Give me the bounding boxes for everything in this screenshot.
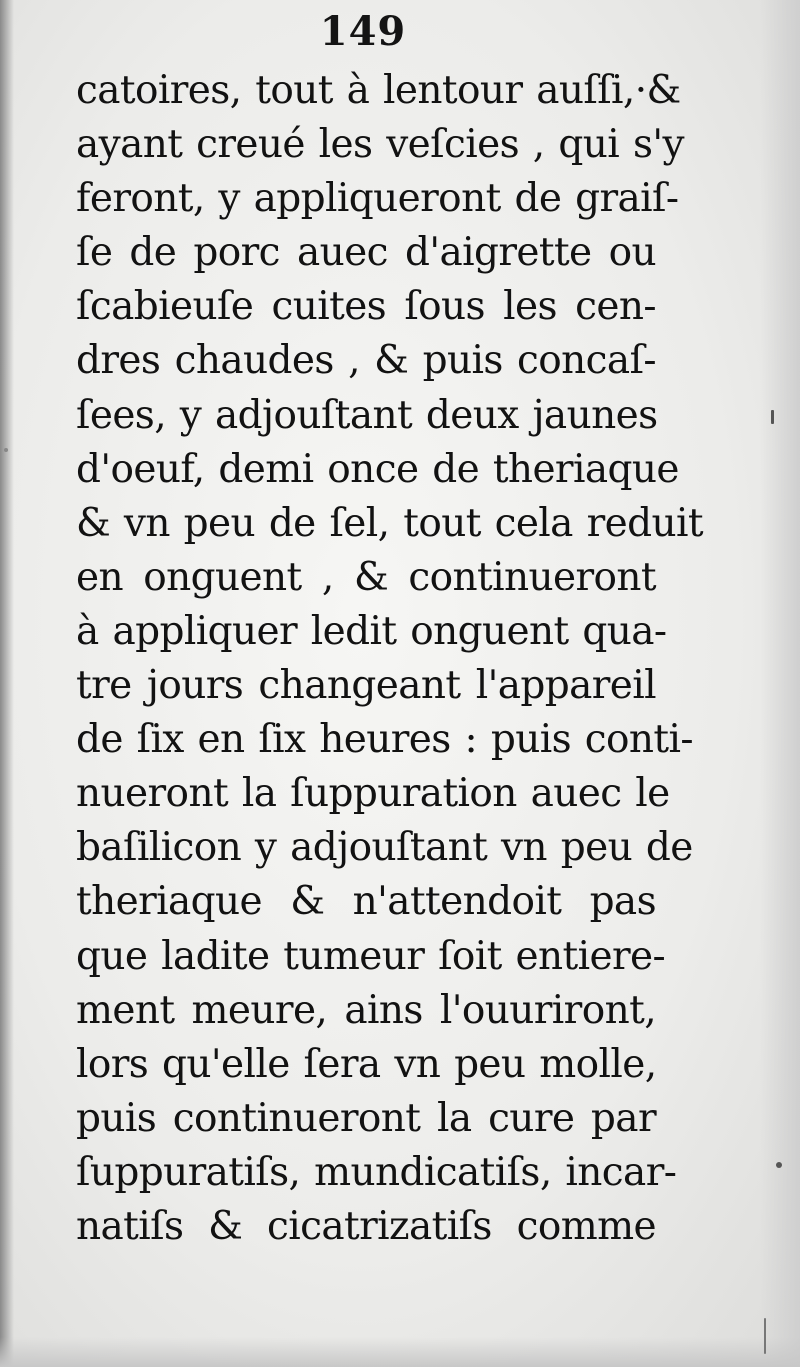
text-line: catoires, tout à lentour auſſi,·& [76,68,681,113]
text-line: & vn peu de ſel, tout cela reduit [76,500,703,546]
text-line: à appliquer ledit onguent qua- [76,608,667,654]
text-line: que ladite tumeur ſoit entiere- [76,933,666,979]
body-text [76,64,703,1254]
ink-speck [771,410,774,424]
ink-speck [764,1318,766,1354]
binding-shadow [0,0,14,1367]
text-line: tre jours changeant l'appareil [76,663,656,709]
text-line: ment meure, ains l'ouuriront, [76,987,656,1033]
text-line: natiſs & cicatrizatiſs comme [76,1203,656,1249]
text-line: ſees, y adjouſtant deux jaunes [76,392,658,438]
text-line: ſuppuratiſs, mundicatiſs, incar- [76,1149,677,1195]
text-line: feront, y appliqueront de graiſ- [76,176,679,222]
text-line: lors qu'elle ſera vn peu molle, [76,1041,657,1087]
text-line: ſcabieuſe cuites ſous les cen- [76,284,656,330]
text-line: en onguent , & continueront [76,554,656,600]
text-line: theriaque & n'attendoit pas [76,879,656,925]
text-line: ayant creué les veſcies , qui s'y [76,122,684,168]
text-line: nueront la ſuppuration auec le [76,771,670,817]
ink-speck [776,1162,782,1168]
text-line: ſe de porc auec d'aigrette ou [76,230,656,276]
page-number: 149 [319,8,407,55]
text-line: dres chaudes , & puis concaſ- [76,338,656,384]
text-line: puis continueront la cure par [76,1095,656,1141]
text-line: de ſix en ſix heures : puis conti- [76,717,693,763]
bottom-edge-shadow [0,1337,800,1367]
ink-speck [4,448,8,452]
text-line: baſilicon y adjouſtant vn peu de [76,825,693,871]
text-line: d'oeuf, demi once de theriaque [76,446,679,492]
